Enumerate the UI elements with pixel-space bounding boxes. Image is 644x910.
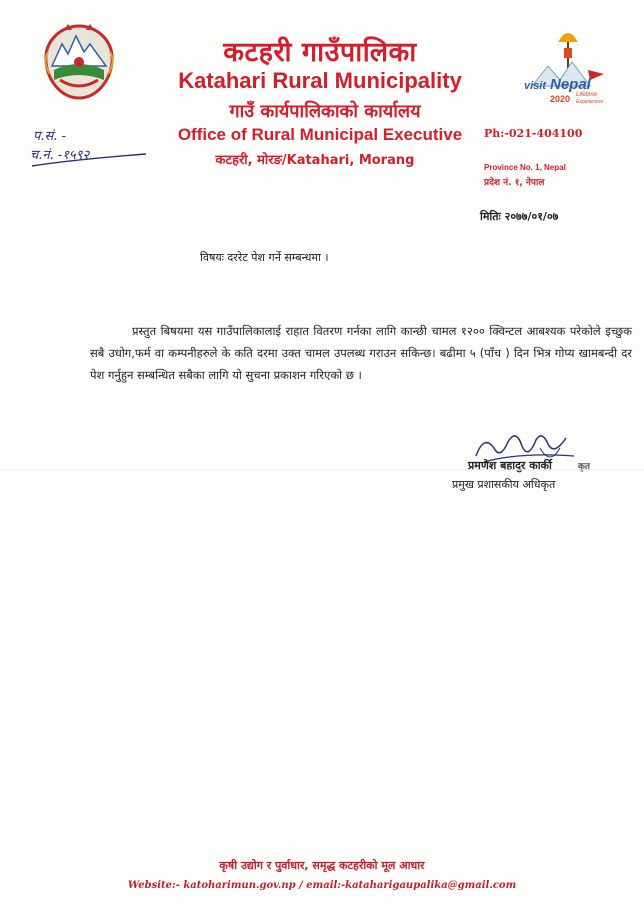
body-paragraph: प्रस्तुत बिषयमा यस गाउँपालिकालाई राहात वितरण गर्नका लागि कान्छी चामल १२०० क्विन्टल आबश्यक परेकोले इच्छुक सबै उधोग,फर्म वा कम्पनीहरुले के कति दरमा उक्त चामल उपलब्ध गराउन सकिन्छ। बढीमा ५ (पाँच ) दिन भित्र गोप्य खामबन्दी दर पेश गर्नुहुन सम्बन्धित सबैका लागि यो सुचना प्रकाशन गरिएको छ । bbox=[90, 324, 632, 382]
province-devanagari: प्रदेश नं. १, नेपाल bbox=[484, 178, 545, 188]
letter-body bbox=[90, 320, 632, 386]
office-name-english: Office of Rural Municipal Executive bbox=[177, 125, 463, 144]
office-address: कटहरी, मोरङ/Katahari, Morang bbox=[215, 153, 415, 168]
province-english: Province No. 1, Nepal bbox=[484, 163, 566, 172]
tagline-lifetime: Lifetime bbox=[576, 92, 598, 98]
reference-letter-number: प.सं. - bbox=[33, 129, 66, 144]
signatory-name: प्रमणेश बहादुर कार्की bbox=[468, 459, 552, 472]
reference-dispatch-number: च.नं. -१५९२ bbox=[30, 148, 90, 163]
footer-contacts: Website:- katoharimun.gov.np / email:-kataharigaupalika@gmail.com bbox=[127, 880, 517, 891]
municipality-name-english: Katahari Rural Municipality bbox=[178, 68, 462, 93]
year-2020: 2020 bbox=[550, 94, 571, 104]
phone-number: Ph:-021-404100 bbox=[484, 127, 583, 140]
visit-nepal-2020-logo bbox=[518, 30, 614, 110]
footer-slogan: कृषी उद्योग र पुर्वाधार, समृद्ध कटहरीको मूल आधार bbox=[219, 859, 425, 872]
stamp-fragment: कृत bbox=[578, 462, 591, 472]
visit-word: visit bbox=[524, 80, 547, 92]
tagline-experiences: Experiences bbox=[576, 99, 604, 105]
handwritten-underline bbox=[30, 150, 148, 172]
nepal-emblem-logo bbox=[38, 22, 120, 102]
municipality-name-devanagari: कटहरी गाउँपालिका bbox=[223, 37, 417, 68]
letter-date: मितिः २०७७/०१/०७ bbox=[480, 210, 559, 223]
letter-subject: विषयः दररेट पेश गर्ने सम्बन्धमा । bbox=[200, 251, 329, 264]
signatory-title: प्रमुख प्रशासकीय अधिकृत bbox=[452, 478, 556, 491]
nepal-word: Nepal bbox=[550, 76, 591, 93]
office-name-devanagari: गाउँ कार्यपालिकाको कार्यालय bbox=[229, 101, 421, 122]
